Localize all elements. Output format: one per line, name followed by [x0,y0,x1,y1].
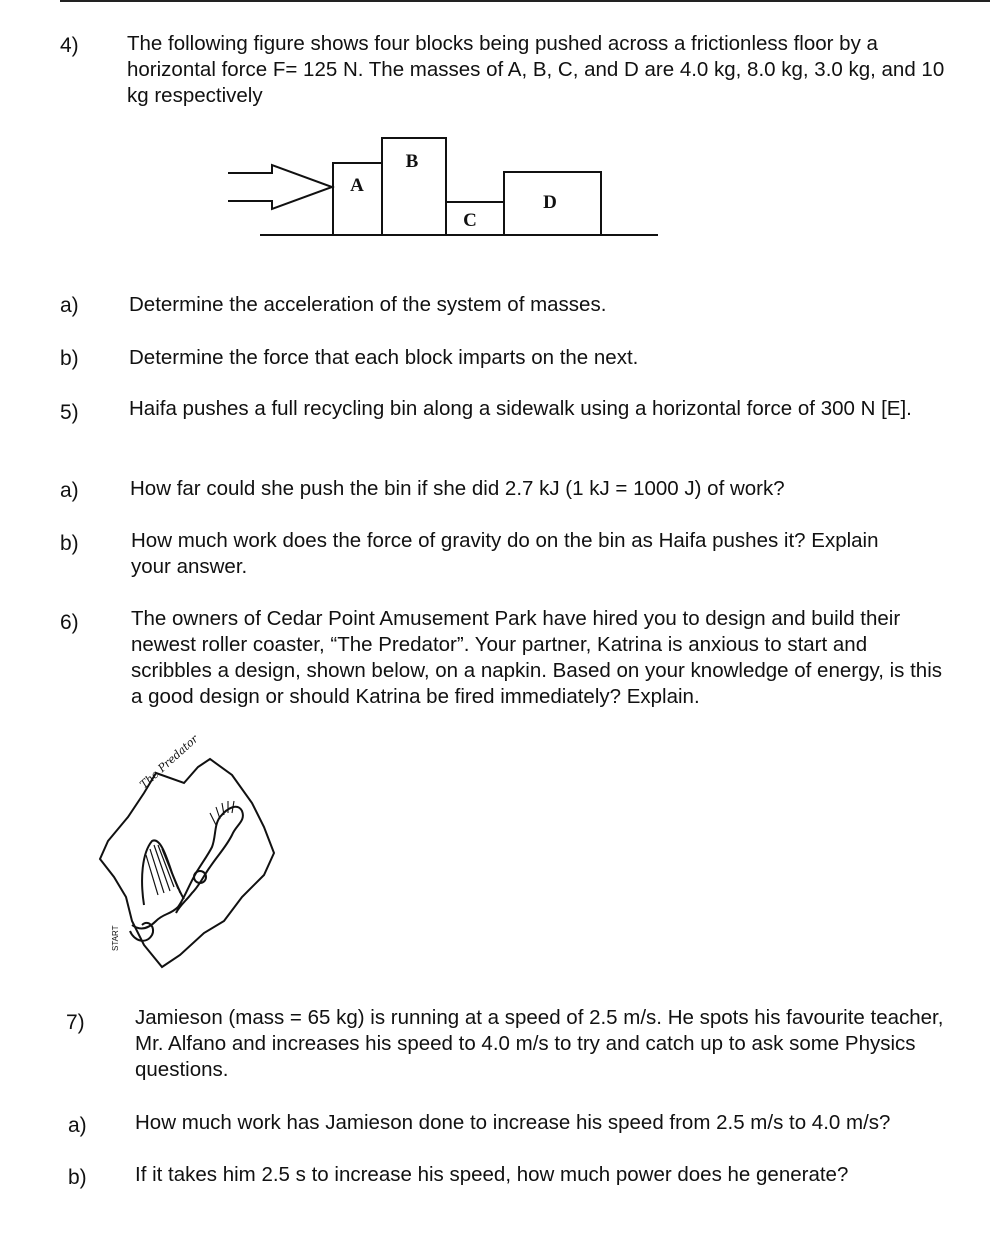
question-4b-text: Determine the force that each block imparts on the next. [129,346,639,369]
question-4-number: 4) [60,34,79,57]
napkin-title: The Predator [137,732,201,792]
napkin-start-label: START [111,925,120,951]
question-6-text: The owners of Cedar Point Amusement Park have hired you to design and build their newest roller coaster, “The Predator”. Your partner, Katrina is anxious to start and scribbles a design, shown below, on a napkin. Based on your knowledge of energy, is this a good design or should Katrina be fired immediately? Explain. [131,607,943,708]
question-7b-text: If it takes him 2.5 s to increase his speed, how much power does he generate? [135,1163,849,1186]
question-5a-label: a) [60,479,79,502]
top-rule [60,0,990,2]
question-7a-text: How much work has Jamieson done to increase his speed from 2.5 m/s to 4.0 m/s? [135,1111,891,1134]
second-hill-hatching [210,801,234,825]
block-d-label: D [543,192,557,213]
question-5a-text: How far could she push the bin if she did 2.7 kJ (1 kJ = 1000 J) of work? [130,477,785,500]
question-6-number: 6) [60,611,79,634]
blocks-figure [220,132,665,244]
question-5b-label: b) [60,532,79,555]
napkin-outline [100,759,274,967]
question-4a-text: Determine the acceleration of the system of masses. [129,293,607,316]
question-7-number: 7) [66,1011,85,1034]
block-a-label: A [350,175,364,196]
question-5-text: Haifa pushes a full recycling bin along a sidewalk using a horizontal force of 300 N [E]. [129,397,912,420]
block-c-label: C [463,210,477,231]
question-5-number: 5) [60,401,79,424]
force-arrow [228,165,332,209]
question-7a-label: a) [68,1114,87,1137]
question-4a-label: a) [60,294,79,317]
block-a [333,163,382,235]
question-5b-text: How much work does the force of gravity do on the bin as Haifa pushes it? Explain your answer. [131,529,879,578]
question-4-text: The following figure shows four blocks being pushed across a frictionless floor by a horizontal force F= 125 N. The masses of A, B, C, and D are 4.0 kg, 8.0 kg, 3.0 kg, and 10 kg respectively [127,32,945,107]
question-7-text: Jamieson (mass = 65 kg) is running at a speed of 2.5 m/s. He spots his favourite teacher, Mr. Alfano and increases his speed to 4.0 m/s to try and catch up to ask some Physics questions. [135,1006,944,1081]
coaster-track [132,807,243,929]
question-4b-label: b) [60,347,79,370]
question-7b-label: b) [68,1166,87,1189]
first-hill-hatching [146,845,180,895]
block-b-label: B [405,151,419,172]
napkin-roller-coaster-sketch [92,732,282,970]
